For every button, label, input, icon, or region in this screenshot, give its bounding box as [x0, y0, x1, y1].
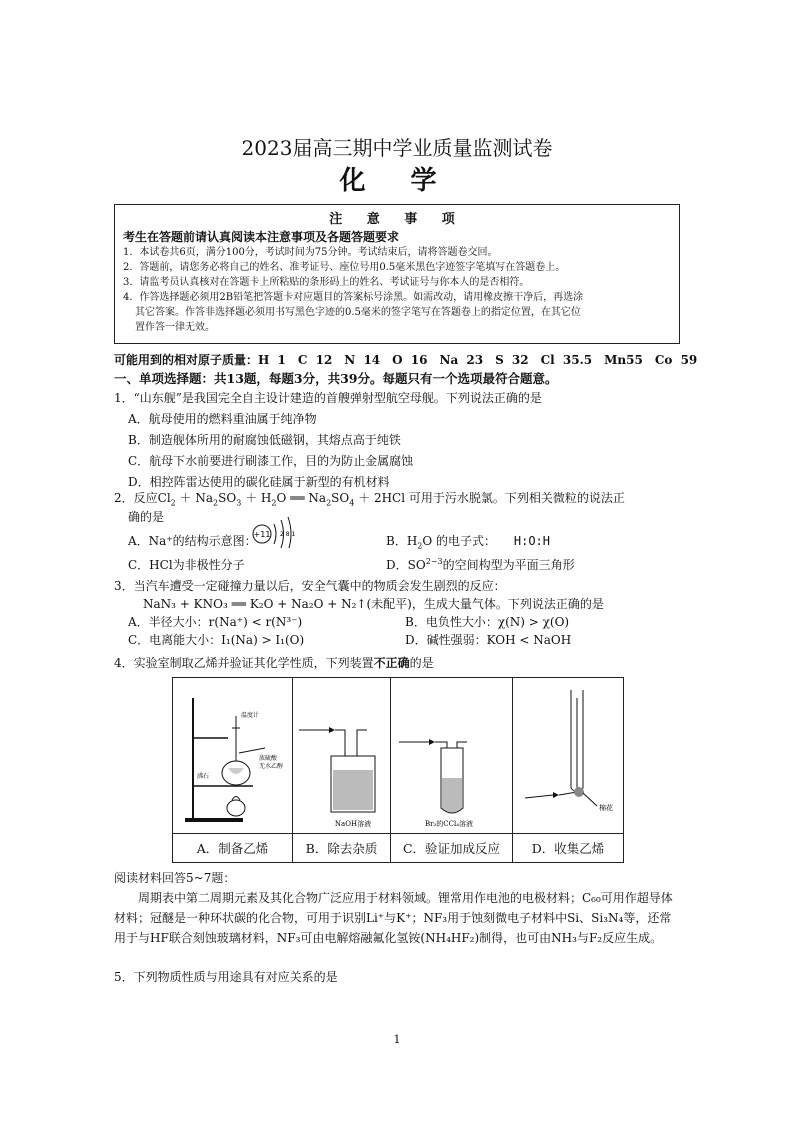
- notice-item: 4．作答选择题必须用2B铅笔把答题卡对应题目的答案标号涂黑。如需改动，请用橡皮擦干净后，再选涂: [123, 292, 584, 303]
- question-3-equation: NaN₃ + KNO₃ ══ K₂O + Na₂O + N₂↑(未配平)，生成大量气体。下列说法正确的是: [143, 597, 604, 611]
- notice-item: 其它答案。作答非选择题必须用书写黑色字迹的0.5毫米的签字笔写在答题卷上的指定位置，在其它位: [135, 307, 581, 318]
- apparatus-c: [391, 678, 513, 833]
- caption-b: B．除去杂质: [293, 834, 391, 863]
- notice-subtitle: 考生在答题前请认真阅读本注意事项及各题答题要求: [123, 230, 400, 244]
- q1-option-d: D．相控阵雷达使用的碳化硅属于新型的有机材料: [128, 475, 390, 489]
- label-thermometer: 温度计: [241, 712, 260, 719]
- notice-item: 2．答题前，请您务必将自己的姓名、准考证号、座位号用0.5毫米黑色字迹签字笔填写在答题卷上。: [123, 262, 566, 273]
- question-2-stem: 2．反应$Cl_2 + Na_2SO_3 + H_2O$ ══ $Na_2SO_4 + 2HCl$ 可用于污水脱氯。下列相关微粒的说法正: [114, 491, 625, 508]
- q1-option-a: A．航母使用的燃料重油属于纯净物: [128, 412, 317, 426]
- apparatus-b: [293, 678, 391, 833]
- q3-option-c: C．电离能大小：I₁(Na) > I₁(O): [128, 633, 305, 647]
- gas-collection-tube: [513, 678, 623, 833]
- reading-intro: 阅读材料回答5~7题：: [114, 871, 236, 885]
- label-ethanol: 无水乙醇: [259, 763, 284, 770]
- q1-option-b: B．制造舰体所用的耐腐蚀低磁钢，其熔点高于纯铁: [128, 433, 401, 447]
- notice-item: 置作答一律无效。: [135, 322, 215, 333]
- reading-paragraph: 周期表中第二周期元素及其化合物广泛应用于材料领域。锂常用作电池的电极材料；C₆₀可用作超导体材料；冠醚是一种环状碳的化合物，可用于识别Li⁺与K⁺；NF₃用于蚀刻微电子材料中Si、Si₃N₄等，还常用于与HF联合刻蚀玻璃材料，NF₃可由电解熔融氟化氢铵(NH₄HF₂)制得，也可由NH₃与F₂反应生成。: [114, 891, 673, 945]
- sodium-ion-structure-diagram: [248, 514, 304, 548]
- caption-d: D．收集乙烯: [531, 841, 605, 856]
- question-2-stem-cont: 确的是: [128, 510, 165, 524]
- apparatus-captions: [173, 833, 623, 863]
- question-1-stem: 1．“山东舰”是我国完全自主设计建造的首艘弹射型航空母舰。下列说法正确的是: [114, 391, 542, 405]
- page-number: 1: [393, 1033, 401, 1046]
- notice-item: 1．本试卷共6页，满分100分，考试时间为75分钟。考试结束后，请将答题卷交回。: [123, 247, 498, 258]
- label-bromine-solution: Br₂的CCl₄溶液: [424, 820, 474, 828]
- label-sulfuric-acid: 浓硫酸: [259, 755, 278, 762]
- bromine-test-tube: [391, 678, 513, 833]
- label-cotton: 棉花: [599, 804, 613, 812]
- nucleus-label: +11: [253, 530, 271, 539]
- label-boiling-stone: 沸石: [197, 773, 210, 780]
- caption-c: C．验证加成反应: [391, 834, 513, 863]
- exam-title: 2023届高三期中学业质量监测试卷: [241, 136, 553, 160]
- apparatus-a: [173, 678, 293, 833]
- gas-wash-bottle: [293, 678, 391, 833]
- caption-a: A．制备乙烯: [173, 834, 293, 863]
- notice-box: [114, 204, 680, 344]
- question-4-stem: 4．实验室制取乙烯并验证其化学性质，下列装置不正确的是: [114, 656, 434, 670]
- subject-title: 化 学: [339, 166, 455, 196]
- q3-option-a: A．半径大小：r(Na⁺) < r(N³⁻): [128, 615, 303, 629]
- q2-option-d: D．$SO^{2-3}$的空间构型为平面三角形: [386, 557, 575, 572]
- notice-item: 3．请监考员认真核对在答题卡上所粘贴的条形码上的姓名、考试证号与你本人的是否相符。: [123, 277, 530, 288]
- label-naoh: NaOH溶液: [334, 820, 372, 828]
- apparatus-d: [513, 678, 623, 833]
- water-electron-formula: H:O:H: [513, 534, 550, 548]
- question-3-stem: 3．当汽车遭受一定碰撞力量以后，安全气囊中的物质会发生剧烈的反应：: [114, 579, 506, 593]
- q3-option-d: D．碱性强弱：KOH < NaOH: [405, 633, 572, 647]
- ethylene-prep-apparatus: [173, 678, 293, 833]
- q2-option-b: B．$H_2O$ 的电子式： H:O:H: [386, 534, 550, 551]
- section-heading: 一、单项选择题：共13题，每题3分，共39分。每题只有一个选项最符合题意。: [114, 371, 558, 386]
- notice-title: 注 意 事 项: [329, 212, 465, 227]
- q2-option-a: A．Na⁺的结构示意图：: [128, 534, 257, 548]
- question-5-stem: 5．下列物质性质与用途具有对应关系的是: [114, 970, 338, 984]
- q1-option-c: C．航母下水前要进行刷漆工作，目的为防止金属腐蚀: [128, 454, 414, 468]
- q3-option-b: B．电负性大小：χ(N) > χ(O): [405, 615, 570, 629]
- apparatus-table: [172, 677, 624, 863]
- q2-option-c: C．HCl为非极性分子: [128, 558, 245, 572]
- shell-electrons: 2 8 1: [280, 531, 296, 538]
- atomic-masses: 可能用到的相对原子质量：H 1 C 12 N 14 O 16 Na 23 S 32 Cl 35.5 Mn55 Co 59: [114, 353, 698, 367]
